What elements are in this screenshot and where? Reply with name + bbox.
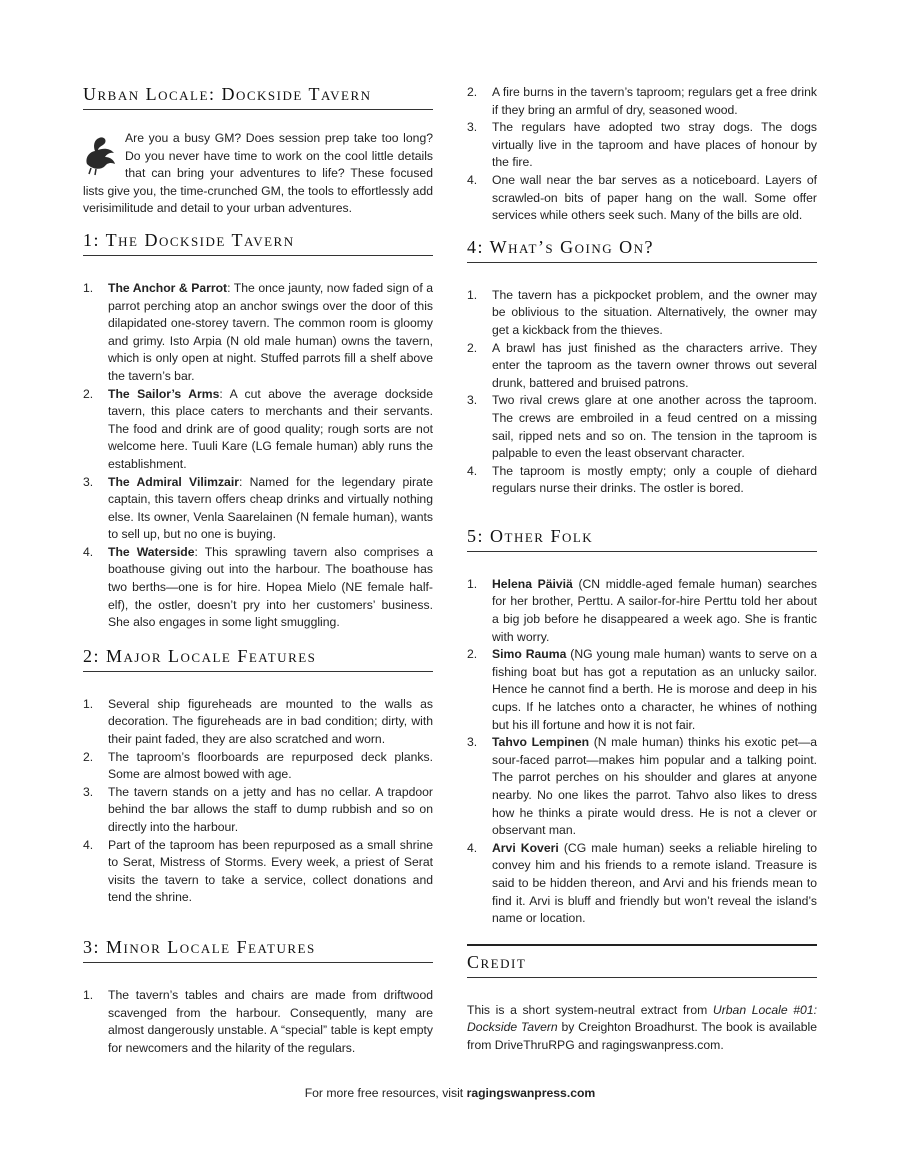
list-item: 2. Simo Rauma (NG young male human) wants to serve on a fishing boat but has got a reputation as an unlucky sailor. Hence he cannot find a berth. He is morose and deep in his cups. If he latches onto a character, he whines of nothing but his ill fortune and how it is not fair. bbox=[467, 647, 817, 732]
intro-text: Are you a busy GM? Does session prep take too long? Do you never have time to work on the cool little details that can bring your adventures to life? These focused lists give you, the time-crunched GM, the tools to effortlessly add verisimilitude and detail to your urban adventures. bbox=[83, 131, 433, 216]
section-heading: 4: What’s Going On? bbox=[467, 237, 817, 263]
book-title: Urban Locale #01: Dockside Tavern bbox=[467, 1002, 817, 1035]
major-features-list bbox=[83, 696, 433, 907]
credit-heading: Credit bbox=[467, 952, 817, 978]
minor-features-list-continued bbox=[467, 84, 817, 225]
list-item: 4. Part of the taproom has been repurposed as a small shrine to Serat, Mistress of Storms. Every week, a priest of Serat visits the tavern to take a service, collect donations and tend the shrine. bbox=[83, 837, 433, 905]
list-item: 3. The Admiral Vilimzair: Named for the legendary pirate captain, this tavern offers cheap drinks and virtually nothing else. Its owner, Venla Saarelainen (N female human), wants to sell up, but no one is buying. bbox=[83, 474, 433, 542]
list-item: 1. The tavern has a pickpocket problem, and the owner may be oblivious to the situation. Alternatively, the owner may get a kickback from the thieves. bbox=[467, 287, 817, 337]
list-item: 2. The taproom’s floorboards are repurposed deck planks. Some are almost bowed with age. bbox=[83, 749, 433, 782]
whats-going-on-list bbox=[467, 287, 817, 498]
list-item: 1. The tavern’s tables and chairs are made from driftwood scavenged from the harbour. Consequently, many are almost dangerously unstable. A “special” table is kept empty for newcomers and the hilarity of the regulars. bbox=[83, 987, 433, 1055]
section-heading: 5: Other Folk bbox=[467, 526, 817, 552]
minor-features-list bbox=[83, 987, 433, 1057]
section-heading: 3: Minor Locale Features bbox=[83, 937, 433, 963]
section-heading: 1: The Dockside Tavern bbox=[83, 230, 433, 256]
list-item: 2. A brawl has just finished as the characters arrive. They enter the taproom as the tavern owner throws out several drunk, battered and bruised patrons. bbox=[467, 340, 817, 390]
list-item: 2. A fire burns in the tavern’s taproom; regulars get a free drink if they bring an armful of dry, seasoned wood. bbox=[467, 85, 817, 117]
list-item: 3. The tavern stands on a jetty and has no cellar. A trapdoor behind the bar allows the staff to dump rubbish and so on directly into the harbour. bbox=[83, 784, 433, 834]
list-item: 1. Several ship figureheads are mounted to the walls as decoration. The figureheads are in bad condition; dirty, with their paint faded, they are also scratched and worn. bbox=[83, 696, 433, 747]
list-item: 3. Tahvo Lempinen (N male human) thinks his exotic pet—a sour-faced parrot—makes him popular and a talking point. The parrot perches on his shoulder and glares at anyone nearby. No one likes the parrot. Tahvo also likes to dress how he thinks a pirate would dress. He is not a clever or observant man. bbox=[467, 735, 817, 838]
credit-text: This is a short system-neutral extract from Urban Locale #01: Dockside Tavern by Creighton Broadhurst. The book is available from DriveThruRPG and ragingswanpress.com. bbox=[467, 1002, 817, 1052]
list-item: 3. Two rival crews glare at one another across the taproom. The crews are embroiled in a feud centred on a missing sail, ripped nets and so on. The tension in the taproom is palpable to even the least observant character. bbox=[467, 393, 817, 461]
list-item: 4. The Waterside: This sprawling tavern also comprises a boathouse giving out into the harbour. The boathouse has two berths—one is for hire. Hopea Mielo (NE female half-elf), the ostler, doesn’t pry into her customers’ business. She also engages in some light smuggling. bbox=[83, 544, 433, 630]
tavern-list bbox=[83, 280, 433, 632]
credit-divider bbox=[467, 944, 817, 946]
left-column bbox=[83, 70, 433, 1057]
intro-block bbox=[83, 130, 433, 218]
section-heading: 2: Major Locale Features bbox=[83, 646, 433, 672]
list-item: 1. The Anchor & Parrot: The once jaunty, now faded sign of a parrot perching atop an anchor swings over the door of this dilapidated one-storey tavern. The common room is gloomy and grimy. Isto Arpia (N old male human) owns the tavern, which is only open at night. Stuffed parrots fill a shelf above the tavern’s bar. bbox=[83, 280, 434, 383]
list-item: 4. Arvi Koveri (CG male human) seeks a reliable hireling to convey him and his friends to a remote island. Treasure is said to be hidden thereon, and Arvi and his friends mean to find it. Arvi is bluff and friendly but won’t reveal the island’s name or location. bbox=[467, 840, 817, 926]
list-item: 1. Helena Päiviä (CN middle-aged female human) searches for her brother, Perttu. A sailor-for-hire Perttu told her about a big job before he disappeared a week ago. She is frantic with worry. bbox=[467, 576, 817, 644]
list-item: 4. The taproom is mostly empty; only a couple of diehard regulars nurse their drinks. The ostler is bored. bbox=[467, 463, 817, 496]
list-item: 4. One wall near the bar serves as a noticeboard. Layers of scrawled-on bits of paper hang on the wall. Some offer services while others seek such. Many of the bills are old. bbox=[467, 172, 817, 223]
list-item: 3. The regulars have adopted two stray dogs. The dogs virtually live in the taproom and have places of honour by the fire. bbox=[467, 120, 817, 170]
footer: For more free resources, visit ragingswanpress.com bbox=[304, 1086, 596, 1100]
page-title: Urban Locale: Dockside Tavern bbox=[83, 84, 433, 110]
right-column bbox=[467, 84, 817, 1055]
list-item: 2. The Sailor’s Arms: A cut above the average dockside tavern, this place caters to merchants and their servants. The food and drink are of good quality; rough sorts are not welcome here. Tuuli Kare (LG female human) ably runs the establishment. bbox=[83, 386, 433, 471]
footer-link[interactable]: ragingswanpress.com bbox=[466, 1086, 596, 1100]
other-folk-list bbox=[467, 576, 817, 928]
swan-logo-icon bbox=[83, 134, 117, 176]
